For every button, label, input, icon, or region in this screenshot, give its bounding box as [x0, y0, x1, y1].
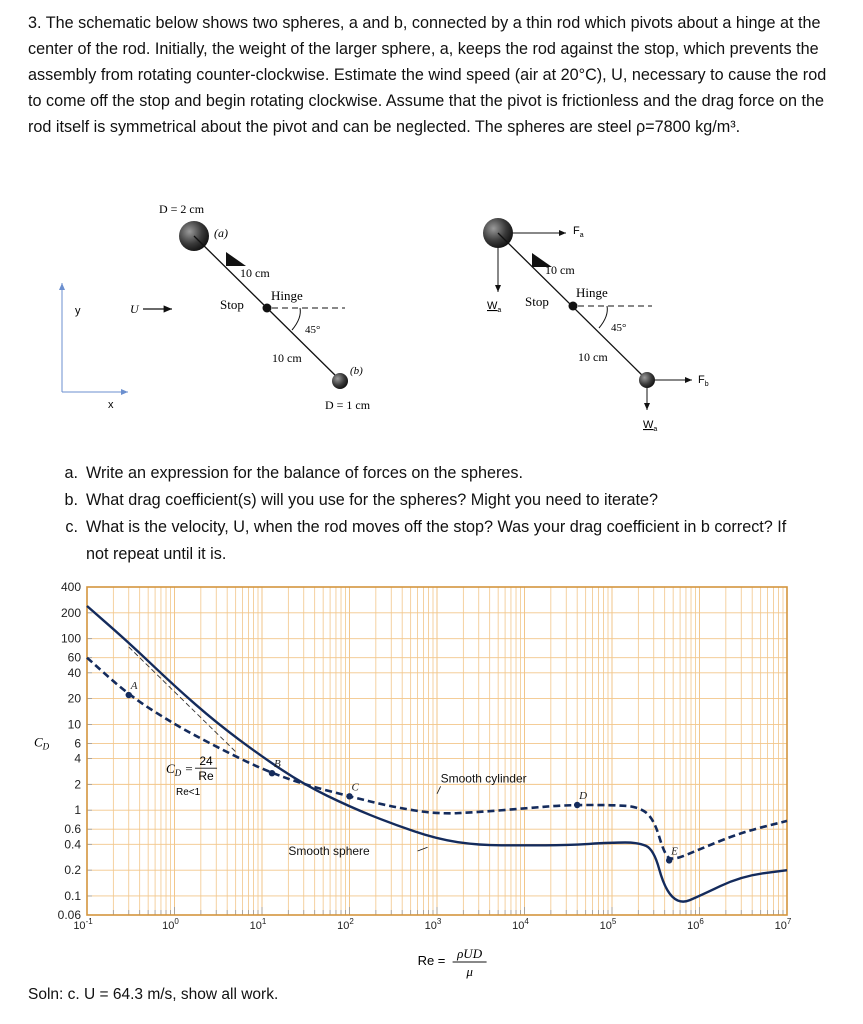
- wind-label: U: [130, 302, 139, 316]
- y-tick-label: 100: [60, 631, 81, 646]
- point-marker: [666, 857, 672, 863]
- rod-top-left-label: 10 cm: [240, 266, 270, 280]
- y-tick-label: 200: [60, 605, 81, 620]
- y-tick-label: 40: [67, 665, 81, 680]
- y-tick-label: 0.2: [64, 863, 81, 878]
- stokes-lhs: $C_D$ =: [166, 761, 194, 779]
- drag-coefficient-chart: [0, 570, 863, 990]
- rod-bottom-left-label: 10 cm: [272, 351, 302, 365]
- y-tick-label: 2: [74, 777, 81, 792]
- angle-arc-left: [292, 308, 300, 330]
- y-axis-label: $C_D$: [34, 734, 50, 752]
- y-tick-label: 10: [67, 717, 81, 732]
- point-label: B: [273, 758, 281, 771]
- y-tick-label: 0.06: [57, 908, 81, 922]
- question-c: c. What is the velocity, U, when the rod moves off the stop? Was your drag coefficient in b correct? If not repeat until it is.: [65, 518, 787, 563]
- point-label: D: [579, 789, 588, 802]
- y-tick-label: 4: [74, 751, 81, 766]
- hinge-left-label: Hinge: [271, 288, 303, 303]
- rod-top-right-label: 10 cm: [545, 263, 575, 277]
- sphere-b: [332, 373, 348, 389]
- re-prefix: Re =: [417, 953, 446, 968]
- angle-arc-right: [599, 306, 607, 328]
- point-label: C: [351, 781, 359, 794]
- re-numerator: ρUD: [457, 946, 483, 961]
- y-tick-label: 400: [60, 580, 81, 594]
- y-tick-label: 0.1: [64, 888, 81, 903]
- weight-a-label: $W_a$: [487, 300, 502, 314]
- schematic: [0, 0, 863, 460]
- hinge-left: [263, 304, 272, 313]
- stop-right-label: Stop: [525, 294, 549, 309]
- angle-right-label: 45°: [611, 322, 627, 334]
- point-label: A: [130, 680, 138, 693]
- cylinder-leader: [437, 786, 441, 794]
- point-marker: [126, 692, 132, 698]
- sphere-leader: [418, 847, 428, 851]
- y-tick-label: 60: [67, 650, 81, 665]
- x-tick-label: $10^6$: [687, 917, 704, 932]
- point-marker: [574, 802, 580, 808]
- y-tick-label: 0.4: [64, 837, 81, 852]
- question-b: b. What drag coefficient(s) will you use for the spheres? Might you need to iterate?: [64, 491, 658, 509]
- stokes-line: [129, 647, 236, 752]
- sphere-b-label: (b): [350, 365, 363, 377]
- sphere-b-right: [639, 372, 655, 388]
- force-b-label: $F_b$: [698, 374, 709, 388]
- re-denominator: μ: [466, 964, 473, 979]
- y-tick-label: 1: [74, 803, 81, 818]
- hinge-right-label: Hinge: [576, 285, 608, 300]
- force-a-label: $F_a$: [573, 225, 584, 239]
- x-tick-label: $10^2$: [337, 917, 354, 932]
- question-a: a. Write an expression for the balance of forces on the spheres.: [64, 464, 524, 482]
- angle-left-label: 45°: [305, 324, 321, 336]
- cylinder-label: Smooth cylinder: [440, 771, 527, 786]
- rod-bottom-right-label: 10 cm: [578, 350, 608, 364]
- chart-grid: [87, 587, 787, 915]
- x-tick-label: $10^5$: [599, 917, 617, 932]
- x-tick-label: $10^1$: [249, 917, 267, 932]
- stop-left-label: Stop: [220, 297, 244, 312]
- stop-left: [226, 252, 246, 266]
- point-label: E: [671, 845, 678, 858]
- axis-y-label: y: [75, 305, 81, 317]
- sphere-label: Smooth sphere: [288, 844, 370, 859]
- sphere-a-label: (a): [214, 226, 228, 240]
- y-tick-label: 20: [67, 691, 81, 706]
- x-tick-label: $10^4$: [512, 917, 529, 932]
- y-tick-label: 0.6: [64, 822, 81, 837]
- hinge-right: [569, 302, 578, 311]
- point-marker: [269, 770, 275, 776]
- chart-ticks: [58, 580, 792, 932]
- schematic-right: [483, 218, 709, 433]
- stokes-condition: Re<1: [176, 787, 201, 799]
- x-tick-label: $10^{-1}$: [73, 917, 93, 932]
- axis-x-label: x: [108, 399, 114, 411]
- x-tick-label: $10^7$: [774, 917, 792, 932]
- stokes-numerator: 24: [199, 754, 213, 769]
- diameter-b-label: D = 1 cm: [325, 398, 371, 412]
- point-marker: [346, 793, 352, 799]
- question-list: [50, 460, 810, 568]
- stokes-denominator: Re: [198, 769, 214, 784]
- diameter-a-label: D = 2 cm: [159, 202, 205, 216]
- problem-statement: 3. The schematic below shows two spheres, a and b, connected by a thin rod which pivots about a hinge at the center of the rod. Initially, the weight of the larger sphere, a, keeps the rod against the stop, which prevents the assembly from rotating counter-clockwise. Estimate the wind speed (air at 20°C), U, necessary to cause the rod to come off the stop and begin rotating clockwise. Assume that the pivot is frictionless and the drag force on the rod itself is symmetrical about the pivot and can be neglected. The spheres are steel ρ=7800 kg/m³.: [28, 14, 827, 136]
- y-tick-label: 6: [74, 736, 81, 751]
- x-tick-label: $10^0$: [162, 917, 179, 932]
- x-tick-label: $10^3$: [424, 917, 442, 932]
- solution: Soln: c. U = 64.3 m/s, show all work.: [28, 986, 279, 1003]
- weight-b-label: $W_a$: [643, 419, 658, 433]
- schematic-left: [159, 202, 371, 412]
